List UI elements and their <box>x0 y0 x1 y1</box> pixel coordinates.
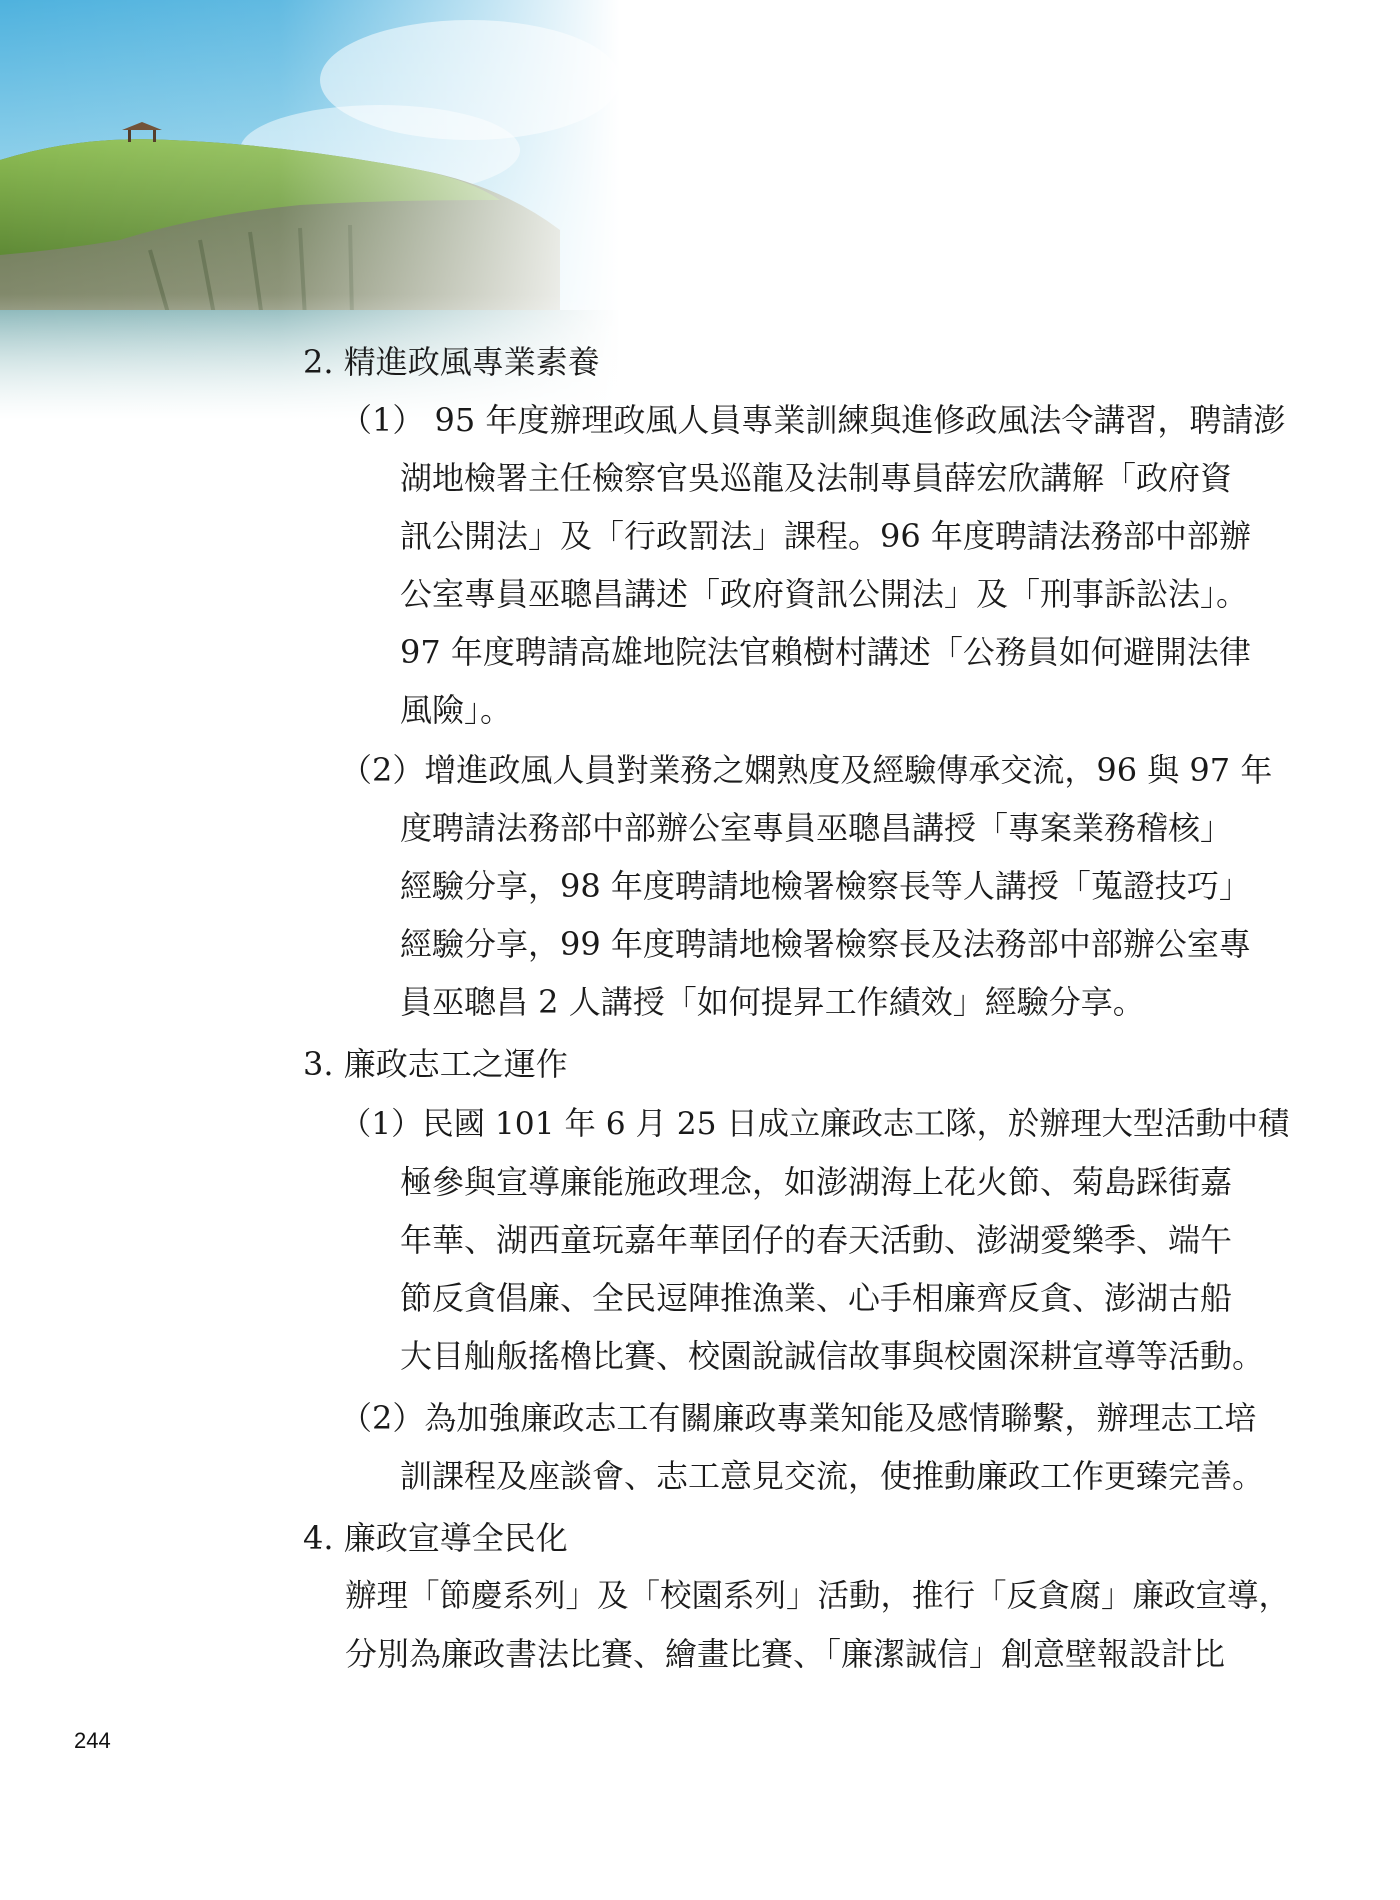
section-3-item-2-line: （2）為加強廉政志工有關廉政專業知能及感情聯繫，辦理志工培 <box>340 1399 1257 1437</box>
section-3-item-1-line: 極參與宣導廉能施政理念，如澎湖海上花火節、菊島踩街嘉 <box>400 1163 1233 1201</box>
section-2-item-1-line: 97 年度聘請高雄地院法官賴樹村講述「公務員如何避開法律 <box>400 633 1251 671</box>
section-2-item-1-line: 訊公開法」及「行政罰法」課程。96 年度聘請法務部中部辦 <box>400 517 1251 555</box>
section-2-item-1-line: 湖地檢署主任檢察官吳巡龍及法制專員薛宏欣講解「政府資 <box>400 459 1233 497</box>
section-2-item-1-line: 公室專員巫聰昌講述「政府資訊公開法」及「刑事訴訟法」。 <box>400 575 1249 613</box>
section-2-item-2-line: （2）增進政風人員對業務之嫻熟度及經驗傳承交流，96 與 97 年 <box>340 751 1273 789</box>
section-4-heading: 4. 廉政宣導全民化 <box>303 1519 568 1557</box>
section-2-heading: 2. 精進政風專業素養 <box>303 343 600 381</box>
section-4-body-line: 辦理「節慶系列」及「校園系列」活動，推行「反貪腐」廉政宣導， <box>345 1578 1291 1614</box>
section-2-item-2-line: 度聘請法務部中部辦公室專員巫聰昌講授「專案業務稽核」 <box>400 809 1233 847</box>
section-3-item-1-line: 節反貪倡廉、全民逗陣推漁業、心手相廉齊反貪、澎湖古船 <box>400 1279 1233 1317</box>
section-2-item-2-line: 員巫聰昌 2 人講授「如何提昇工作績效」經驗分享。 <box>400 983 1145 1021</box>
section-2-item-2-line: 經驗分享，99 年度聘請地檢署檢察長及法務部中部辦公室專 <box>400 925 1251 963</box>
section-2-item-1-line: 風險」。 <box>400 691 513 729</box>
section-3-item-1-line: 年華、湖西童玩嘉年華囝仔的春天活動、澎湖愛樂季、端午 <box>400 1221 1233 1259</box>
section-3-heading: 3. 廉政志工之運作 <box>303 1045 568 1083</box>
section-4-body-line: 分別為廉政書法比賽、繪畫比賽、「廉潔誠信」創意壁報設計比 <box>345 1635 1226 1673</box>
page-number: 244 <box>74 1728 111 1753</box>
section-2-item-2-line: 經驗分享，98 年度聘請地檢署檢察長等人講授「蒐證技巧」 <box>400 867 1251 905</box>
section-3-item-2-line: 訓課程及座談會、志工意見交流，使推動廉政工作更臻完善。 <box>400 1457 1265 1495</box>
section-2-item-1-line: （1） 95 年度辦理政風人員專業訓練與進修政風法令講習，聘請澎 <box>340 401 1286 439</box>
section-3-item-1-line: （1）民國 101 年 6 月 25 日成立廉政志工隊，於辦理大型活動中積 <box>340 1106 1290 1142</box>
section-3-item-1-line: 大目舢舨搖櫓比賽、校園說誠信故事與校園深耕宣導等活動。 <box>400 1337 1265 1375</box>
